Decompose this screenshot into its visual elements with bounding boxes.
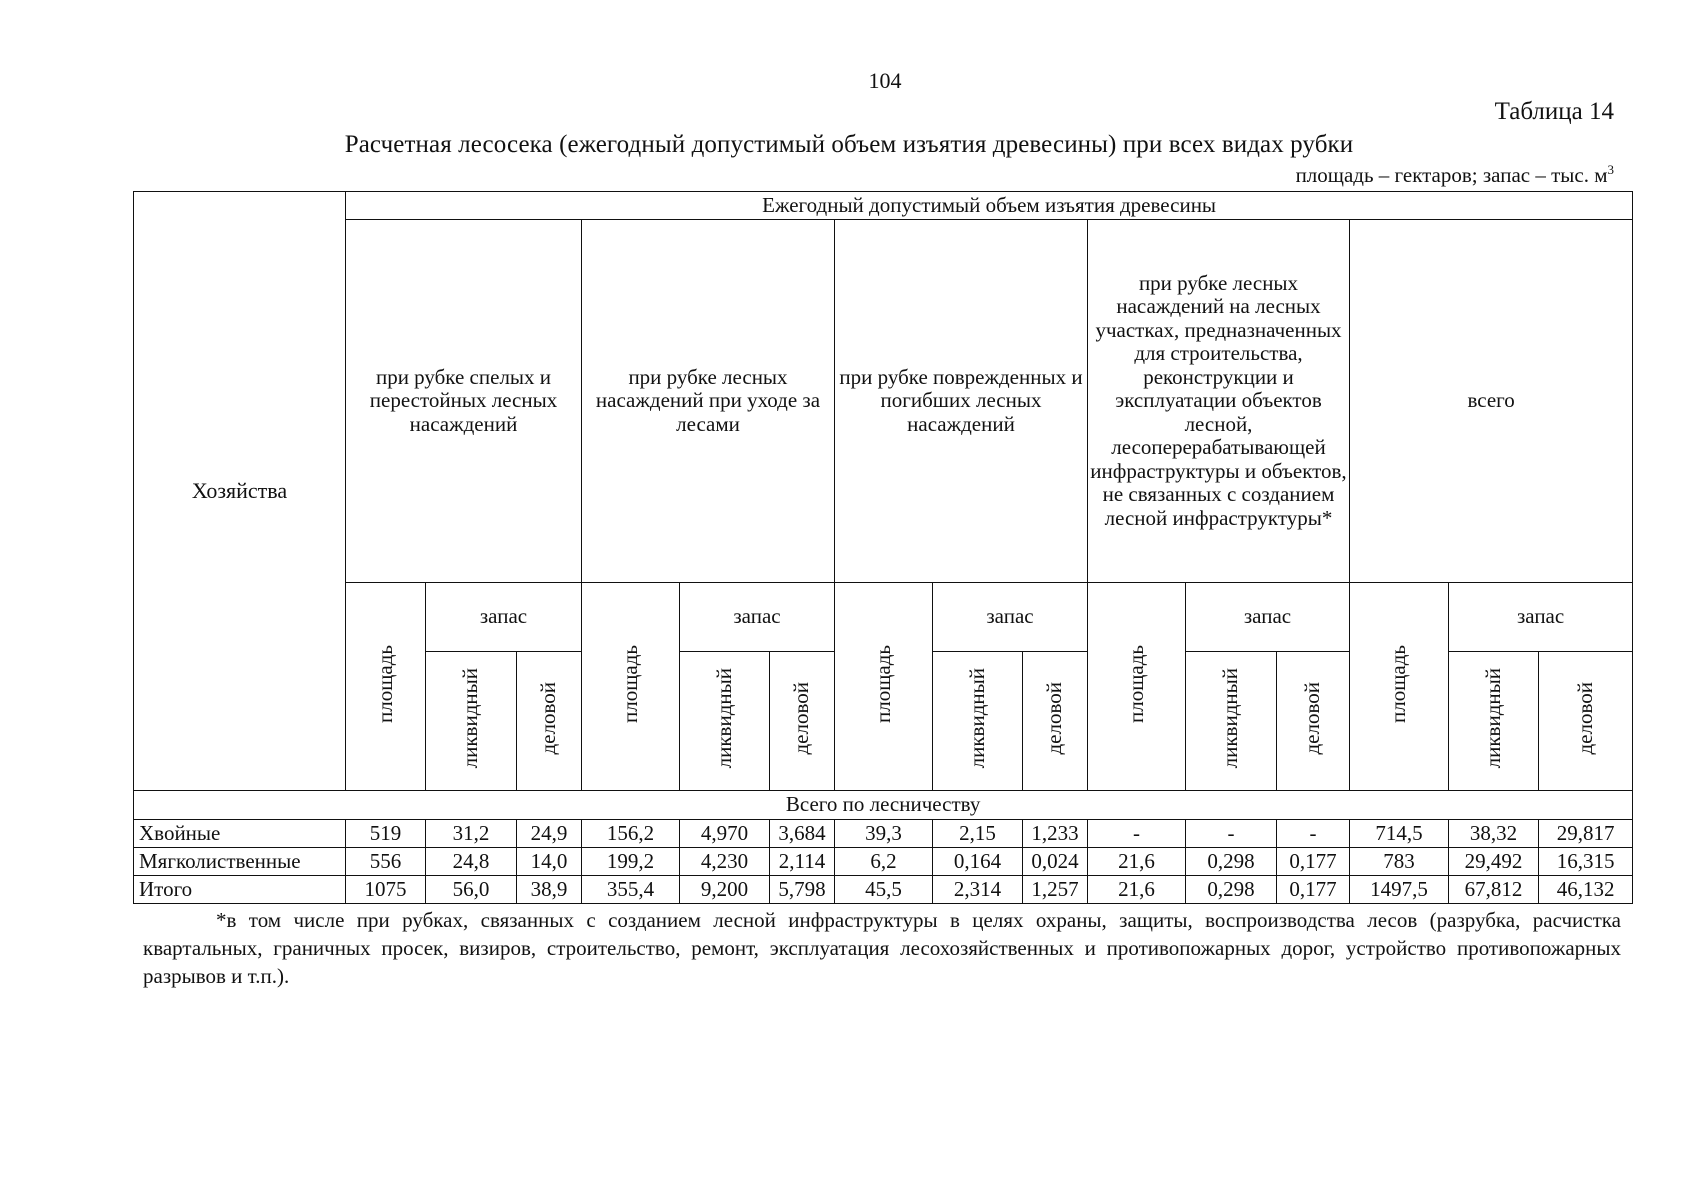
group-total-header: всего (1350, 220, 1633, 583)
stock-header: запас (1449, 583, 1633, 652)
value-cell: - (1088, 820, 1186, 848)
group-construction-header: при рубке лесных насаждений на лесных участках, предназначенных для строительства, реконструкции и эксплуатации объектов лесной, лесоперерабатывающей инфраструктуры и объектов, не связанных с созданием лесной инфраструктуры* (1088, 220, 1350, 583)
value-cell: 46,132 (1539, 876, 1633, 904)
area-header: площадь (582, 583, 680, 791)
value-cell: 0,298 (1186, 876, 1277, 904)
liquid-header: ликвидный (933, 652, 1023, 791)
table-body (134, 820, 1633, 904)
value-cell: 783 (1350, 848, 1449, 876)
value-cell: 556 (346, 848, 426, 876)
value-cell: 1,233 (1023, 820, 1088, 848)
value-cell: 0,177 (1277, 876, 1350, 904)
value-cell: 38,9 (517, 876, 582, 904)
business-header: деловой (1539, 652, 1633, 791)
value-cell: 24,8 (426, 848, 517, 876)
group-care-header: при рубке лесных насаждений при уходе за лесами (582, 220, 835, 583)
units-note (1296, 162, 1614, 188)
value-cell: 2,15 (933, 820, 1023, 848)
value-cell: 3,684 (770, 820, 835, 848)
table-row (134, 848, 1633, 876)
business-header: деловой (1023, 652, 1088, 791)
liquid-header: ликвидный (1449, 652, 1539, 791)
business-header: деловой (1277, 652, 1350, 791)
value-cell: 156,2 (582, 820, 680, 848)
liquid-header: ликвидный (426, 652, 517, 791)
value-cell: 39,3 (835, 820, 933, 848)
table-row (134, 876, 1633, 904)
farm-name-cell: Хвойные (134, 820, 346, 848)
value-cell: 38,32 (1449, 820, 1539, 848)
area-header: площадь (1350, 583, 1449, 791)
value-cell: 21,6 (1088, 848, 1186, 876)
value-cell: 1497,5 (1350, 876, 1449, 904)
value-cell: 31,2 (426, 820, 517, 848)
value-cell: 56,0 (426, 876, 517, 904)
area-header: площадь (835, 583, 933, 791)
value-cell: - (1277, 820, 1350, 848)
value-cell: 29,492 (1449, 848, 1539, 876)
value-cell: 21,6 (1088, 876, 1186, 904)
value-cell: 1,257 (1023, 876, 1088, 904)
value-cell: 45,5 (835, 876, 933, 904)
value-cell: 67,812 (1449, 876, 1539, 904)
section-header: Всего по лесничеству (134, 791, 1633, 820)
value-cell: 519 (346, 820, 426, 848)
value-cell: 0,024 (1023, 848, 1088, 876)
value-cell: 0,298 (1186, 848, 1277, 876)
page-number: 104 (868, 68, 902, 93)
farm-name-cell: Мягколиственные (134, 848, 346, 876)
value-cell: 4,970 (680, 820, 770, 848)
table-number: Таблица 14 (1494, 98, 1614, 125)
business-header: деловой (517, 652, 582, 791)
stock-header: запас (680, 583, 835, 652)
value-cell: 355,4 (582, 876, 680, 904)
value-cell: 1075 (346, 876, 426, 904)
farms-header: Хозяйства (134, 192, 346, 791)
value-cell: 9,200 (680, 876, 770, 904)
value-cell: 29,817 (1539, 820, 1633, 848)
value-cell: 0,177 (1277, 848, 1350, 876)
value-cell: 24,9 (517, 820, 582, 848)
value-cell: 0,164 (933, 848, 1023, 876)
value-cell: 2,114 (770, 848, 835, 876)
stock-header: запас (426, 583, 582, 652)
units-text: площадь – гектаров; запас – тыс. м (1295, 163, 1608, 187)
value-cell: 14,0 (517, 848, 582, 876)
annual-volume-header: Ежегодный допустимый объем изъятия древесины (346, 192, 1633, 220)
footnote: *в том числе при рубках, связанных с созданием лесной инфраструктуры в целях охраны, защиты, воспроизводства лесов (разрубка, расчистка квартальных, граничных просек, визиров, строительство, ремонт, эксплуатация лесохозяйственных и противопожарных дорог, устройство противопожарных разрывов и т.п.). (143, 908, 1621, 988)
stock-header: запас (933, 583, 1088, 652)
area-header: площадь (346, 583, 426, 791)
allowable-cut-table (133, 191, 1633, 904)
value-cell: 4,230 (680, 848, 770, 876)
value-cell: - (1186, 820, 1277, 848)
area-header: площадь (1088, 583, 1186, 791)
value-cell: 714,5 (1350, 820, 1449, 848)
value-cell: 6,2 (835, 848, 933, 876)
table-title: Расчетная лесосека (ежегодный допустимый объем изъятия древесины) при всех видах рубки (344, 131, 1354, 158)
group-damaged-header: при рубке поврежденных и погибших лесных насаждений (835, 220, 1088, 583)
group-mature-header: при рубке спелых и перестойных лесных насаждений (346, 220, 582, 583)
value-cell: 2,314 (933, 876, 1023, 904)
value-cell: 199,2 (582, 848, 680, 876)
liquid-header: ликвидный (680, 652, 770, 791)
table-row (134, 820, 1633, 848)
value-cell: 5,798 (770, 876, 835, 904)
value-cell: 16,315 (1539, 848, 1633, 876)
farm-name-cell: Итого (134, 876, 346, 904)
liquid-header: ликвидный (1186, 652, 1277, 791)
business-header: деловой (770, 652, 835, 791)
stock-header: запас (1186, 583, 1350, 652)
units-sup: 3 (1607, 162, 1614, 177)
